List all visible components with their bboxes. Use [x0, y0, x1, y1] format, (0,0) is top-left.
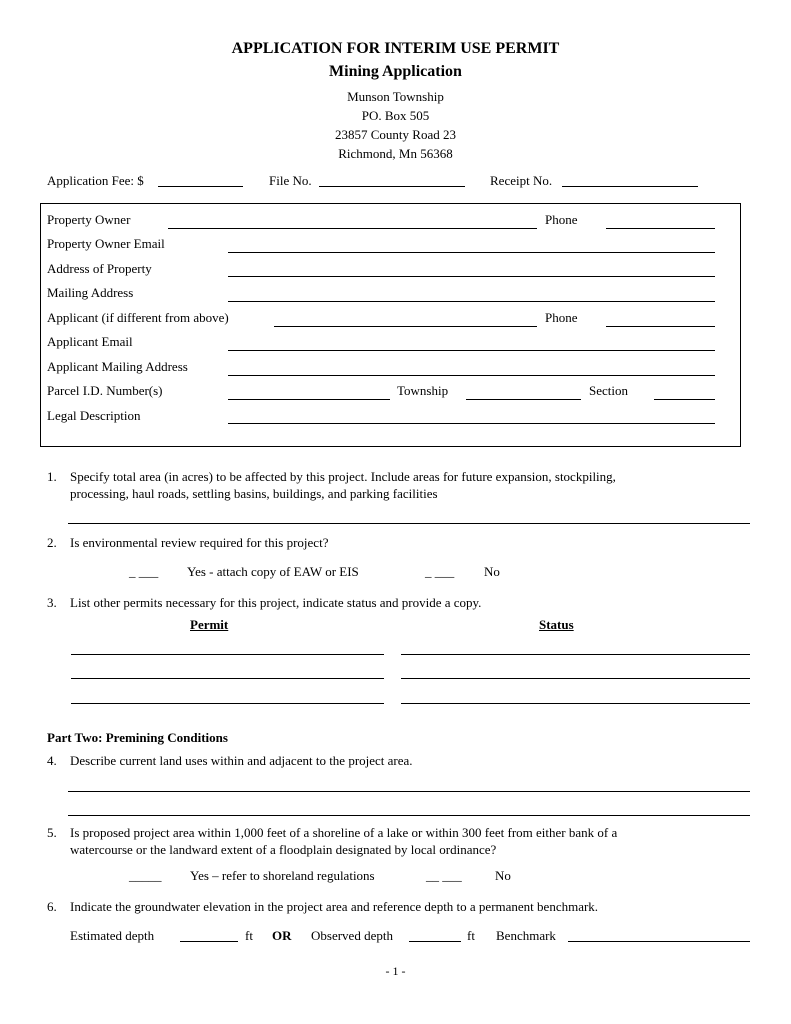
applicant-mailing-address-label: Applicant Mailing Address — [47, 359, 188, 374]
q5-text-line2: watercourse or the landward extent of a floodplain designated by local ordinance? — [70, 842, 497, 857]
q2-yes-blank[interactable]: _ ___ — [129, 564, 159, 579]
q4-number: 4. — [47, 753, 57, 768]
property-owner-phone-field[interactable] — [606, 228, 715, 229]
estimated-depth-label: Estimated depth — [70, 928, 155, 943]
receipt-no-label: Receipt No. — [490, 173, 553, 188]
form-title: APPLICATION FOR INTERIM USE PERMIT — [231, 40, 560, 57]
address-line-2: PO. Box 505 — [361, 108, 430, 123]
q3-number: 3. — [47, 595, 57, 610]
part-two-heading: Part Two: Premining Conditions — [47, 730, 228, 745]
status-row-1-field[interactable] — [401, 654, 750, 655]
legal-description-label: Legal Description — [47, 408, 141, 423]
parcel-id-field[interactable] — [228, 399, 390, 400]
applicant-field[interactable] — [274, 326, 537, 327]
property-owner-email-label: Property Owner Email — [47, 236, 165, 251]
q5-no-label: No — [495, 868, 511, 883]
q6-text: Indicate the groundwater elevation in the project area and reference depth to a permanent benchmark. — [70, 899, 599, 914]
address-line-3: 23857 County Road 23 — [335, 127, 456, 142]
q2-no-blank[interactable]: _ ___ — [425, 564, 455, 579]
status-row-2-field[interactable] — [401, 678, 750, 679]
receipt-no-field[interactable] — [562, 186, 698, 187]
page-number: - 1 - — [385, 964, 406, 978]
q5-no-blank[interactable]: __ ___ — [426, 868, 462, 883]
form-subtitle: Mining Application — [329, 63, 462, 80]
applicant-email-label: Applicant Email — [47, 334, 133, 349]
applicant-phone-label: Phone — [545, 310, 578, 325]
estimated-depth-unit: ft — [245, 928, 253, 943]
q6-number: 6. — [47, 899, 57, 914]
address-of-property-label: Address of Property — [47, 261, 152, 276]
parcel-id-label: Parcel I.D. Number(s) — [47, 383, 163, 398]
applicant-mailing-address-field[interactable] — [228, 375, 715, 376]
section-field[interactable] — [654, 399, 715, 400]
address-line-1: Munson Township — [347, 89, 444, 104]
q4-text: Describe current land uses within and adjacent to the project area. — [70, 753, 413, 768]
q5-number: 5. — [47, 825, 57, 840]
q5-yes-label: Yes – refer to shoreland regulations — [190, 868, 375, 883]
township-label: Township — [397, 383, 449, 398]
status-header: Status — [539, 617, 574, 632]
permit-header: Permit — [190, 617, 229, 632]
applicant-email-field[interactable] — [228, 350, 715, 351]
q5-yes-blank[interactable]: _____ — [129, 868, 162, 883]
q1-text-line1: Specify total area (in acres) to be affected by this project. Include areas for future expansion, stockpiling, — [70, 469, 616, 484]
q3-text: List other permits necessary for this project, indicate status and provide a copy. — [70, 595, 482, 610]
q2-yes-label: Yes - attach copy of EAW or EIS — [187, 564, 359, 579]
application-fee-label: Application Fee: $ — [47, 173, 144, 188]
q1-answer-field[interactable] — [68, 523, 750, 524]
applicant-phone-field[interactable] — [606, 326, 715, 327]
q2-no-label: No — [484, 564, 500, 579]
applicant-label: Applicant (if different from above) — [47, 310, 229, 325]
permit-row-2-field[interactable] — [71, 678, 384, 679]
township-field[interactable] — [466, 399, 581, 400]
address-of-property-field[interactable] — [228, 276, 715, 277]
q2-number: 2. — [47, 535, 57, 550]
file-no-label: File No. — [269, 173, 312, 188]
address-line-4: Richmond, Mn 56368 — [338, 146, 453, 161]
q2-text: Is environmental review required for this project? — [70, 535, 329, 550]
permit-row-3-field[interactable] — [71, 703, 384, 704]
observed-depth-field[interactable] — [409, 941, 461, 942]
observed-depth-unit: ft — [467, 928, 475, 943]
section-label: Section — [589, 383, 628, 398]
application-fee-field[interactable] — [158, 186, 243, 187]
mailing-address-label: Mailing Address — [47, 285, 134, 300]
file-no-field[interactable] — [319, 186, 465, 187]
property-owner-email-field[interactable] — [228, 252, 715, 253]
permit-row-1-field[interactable] — [71, 654, 384, 655]
property-owner-field[interactable] — [168, 228, 537, 229]
property-owner-label: Property Owner — [47, 212, 131, 227]
legal-description-field[interactable] — [228, 423, 715, 424]
observed-depth-label: Observed depth — [311, 928, 393, 943]
q1-number: 1. — [47, 469, 57, 484]
benchmark-label: Benchmark — [496, 928, 556, 943]
property-owner-phone-label: Phone — [545, 212, 578, 227]
or-label: OR — [272, 928, 292, 943]
q1-text-line2: processing, haul roads, settling basins, buildings, and parking facilities — [70, 486, 438, 501]
mailing-address-field[interactable] — [228, 301, 715, 302]
estimated-depth-field[interactable] — [180, 941, 238, 942]
q4-answer-field-2[interactable] — [68, 815, 750, 816]
benchmark-field[interactable] — [568, 941, 750, 942]
q5-text-line1: Is proposed project area within 1,000 feet of a shoreline of a lake or within 300 feet from either bank of a — [70, 825, 618, 840]
status-row-3-field[interactable] — [401, 703, 750, 704]
q4-answer-field-1[interactable] — [68, 791, 750, 792]
